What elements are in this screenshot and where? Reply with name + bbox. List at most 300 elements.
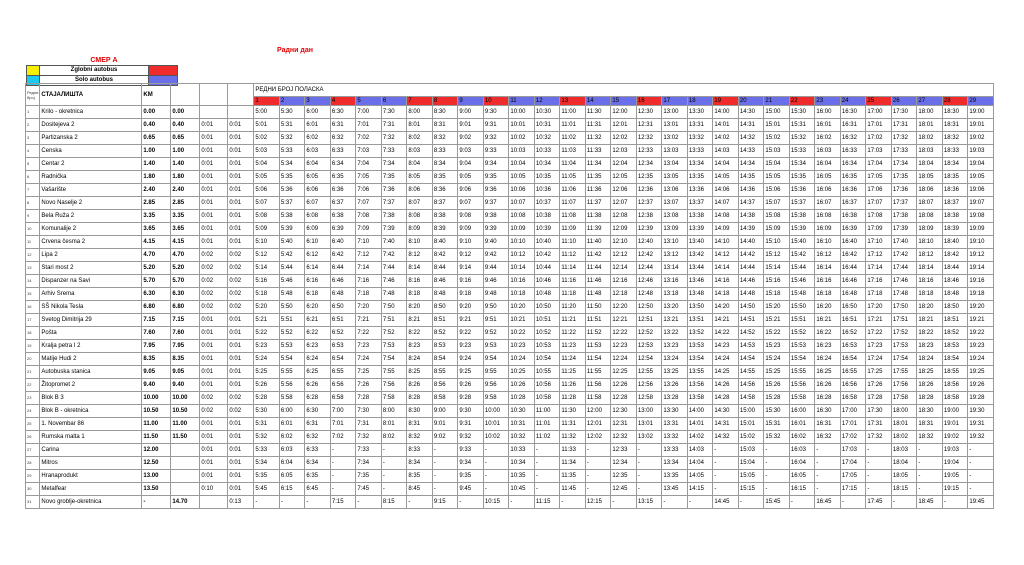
departure-time: 5:44 [279, 262, 305, 275]
stop-interval: 0:01 [200, 379, 228, 392]
departure-time: 6:01 [279, 418, 305, 431]
departure-time: 7:36 [381, 184, 407, 197]
stop-km-alt: 8.35 [171, 353, 200, 366]
departure-time: 17:04 [840, 457, 866, 470]
departure-time: - [381, 483, 407, 496]
departure-time: 18:16 [917, 275, 943, 288]
departure-time: 14:31 [738, 119, 764, 132]
stop-km: 0.65 [142, 132, 171, 145]
stop-name: Hranaprodukt [40, 470, 142, 483]
departure-time: 13:33 [662, 444, 688, 457]
stop-interval: 0:01 [200, 132, 228, 145]
departure-time: 12:55 [636, 366, 662, 379]
departure-time: 15:01 [764, 119, 790, 132]
departure-time: 6:37 [330, 197, 356, 210]
departure-time: 16:00 [789, 405, 815, 418]
departure-time: 13:23 [662, 340, 688, 353]
departure-time: 11:06 [560, 184, 586, 197]
departure-time: 9:24 [458, 353, 484, 366]
stop-number: 11 [26, 236, 40, 249]
trip-number-4: 4 [330, 97, 356, 106]
stop-interval-alt: 0:01 [228, 119, 254, 132]
departure-time: 15:39 [789, 223, 815, 236]
departure-time: 17:05 [840, 470, 866, 483]
departure-time: 12:33 [611, 444, 637, 457]
departure-time: 11:16 [560, 275, 586, 288]
departure-time: 14:22 [713, 327, 739, 340]
departure-time: 15:53 [789, 340, 815, 353]
stop-number: 1 [26, 106, 40, 119]
stop-interval: 0:10 [200, 483, 228, 496]
departure-time: 7:42 [381, 249, 407, 262]
departure-time: 8:32 [432, 132, 458, 145]
stop-name: Stari most 2 [40, 262, 142, 275]
trip-number-26: 26 [891, 97, 917, 106]
departure-time: 11:46 [585, 275, 611, 288]
departure-time: 12:22 [611, 327, 637, 340]
departure-time: 6:08 [305, 210, 331, 223]
departure-time: 5:39 [279, 223, 305, 236]
trip-number-13: 13 [560, 97, 586, 106]
departure-time: 15:02 [738, 431, 764, 444]
departure-time: 8:33 [432, 145, 458, 158]
departure-time: 8:31 [432, 119, 458, 132]
departure-time: 17:33 [891, 145, 917, 158]
departure-time: 18:28 [917, 392, 943, 405]
departure-time: 8:45 [407, 483, 433, 496]
departure-time: - [254, 496, 280, 509]
departure-time: 18:01 [917, 119, 943, 132]
departure-time: 17:02 [840, 431, 866, 444]
departure-time: 14:56 [738, 379, 764, 392]
departure-time: 18:30 [942, 106, 968, 119]
departure-time: 11:35 [560, 470, 586, 483]
departure-time: 7:30 [381, 106, 407, 119]
departure-time: 6:34 [305, 457, 331, 470]
departure-time: 6:28 [305, 392, 331, 405]
departure-time: - [534, 483, 560, 496]
departure-time: 8:38 [432, 210, 458, 223]
departure-time: 6:00 [305, 106, 331, 119]
stop-number: 7 [26, 184, 40, 197]
departure-time: 12:12 [611, 249, 637, 262]
legend-label-solo: Solo autobus [40, 76, 149, 86]
departure-time: 16:50 [840, 301, 866, 314]
stop-interval-alt: 0:02 [228, 262, 254, 275]
trip-number-19: 19 [713, 97, 739, 106]
table-row [26, 262, 994, 275]
stop-name: Komunalije 2 [40, 223, 142, 236]
departure-time: 12:15 [585, 496, 611, 509]
departure-time: 14:45 [713, 496, 739, 509]
departure-time: 19:26 [968, 379, 994, 392]
departure-time: 7:39 [381, 223, 407, 236]
header-trips-label: РЕДНИ БРОЈ ПОЛАСКА [254, 84, 994, 97]
departure-time: 18:01 [891, 418, 917, 431]
departure-time: 19:08 [968, 210, 994, 223]
stop-name: Vašarište [40, 184, 142, 197]
departure-time: 15:37 [789, 197, 815, 210]
departure-time: 8:08 [407, 210, 433, 223]
departure-time: 12:32 [611, 431, 637, 444]
departure-time: 6:42 [330, 249, 356, 262]
departure-time: 13:00 [662, 106, 688, 119]
stop-interval-alt: 0:02 [228, 249, 254, 262]
departure-time: 18:32 [942, 132, 968, 145]
stop-km-alt: 3.35 [171, 210, 200, 223]
departure-time: 11:34 [560, 457, 586, 470]
departure-time: 15:45 [764, 496, 790, 509]
departure-time: 6:33 [330, 145, 356, 158]
departure-time: 17:23 [866, 340, 892, 353]
departure-time: 5:53 [279, 340, 305, 353]
departure-time: 18:02 [917, 132, 943, 145]
departure-time: 17:10 [866, 236, 892, 249]
trip-number-23: 23 [815, 97, 841, 106]
stop-number: 29 [26, 470, 40, 483]
departure-time: 19:12 [968, 249, 994, 262]
stop-km-alt: 4.15 [171, 236, 200, 249]
table-row [26, 483, 994, 496]
departure-time: 18:36 [942, 184, 968, 197]
departure-time: 11:02 [534, 431, 560, 444]
departure-time: 17:09 [866, 223, 892, 236]
departure-time: 6:31 [330, 119, 356, 132]
departure-time: 6:09 [305, 223, 331, 236]
departure-time: 15:30 [764, 405, 790, 418]
departure-time: 6:50 [330, 301, 356, 314]
departure-time: 18:30 [917, 405, 943, 418]
departure-time: 14:02 [687, 431, 713, 444]
departure-time: 6:14 [305, 262, 331, 275]
stop-interval-alt: 0:01 [228, 470, 254, 483]
departure-time: 18:24 [917, 353, 943, 366]
departure-time: 8:42 [432, 249, 458, 262]
departure-time: 5:48 [279, 288, 305, 301]
departure-time: 9:09 [458, 223, 484, 236]
departure-time: 14:23 [713, 340, 739, 353]
stop-interval-alt: 0:01 [228, 132, 254, 145]
departure-time: 12:25 [611, 366, 637, 379]
departure-time: 11:01 [560, 119, 586, 132]
stop-interval [200, 106, 228, 119]
departure-time: 7:05 [356, 171, 382, 184]
departure-time: 8:39 [432, 223, 458, 236]
departure-time: 17:00 [840, 405, 866, 418]
stop-name: Bela Ruža 2 [40, 210, 142, 223]
departure-time: 8:32 [407, 431, 433, 444]
stop-number: 4 [26, 145, 40, 158]
departure-time: 13:22 [662, 327, 688, 340]
departure-time: 7:00 [330, 405, 356, 418]
departure-time: 5:34 [254, 457, 280, 470]
departure-time: 17:01 [840, 418, 866, 431]
stop-km: 10.50 [142, 405, 171, 418]
departure-time: 18:06 [917, 184, 943, 197]
departure-time: 12:24 [611, 353, 637, 366]
departure-time: 16:35 [840, 171, 866, 184]
departure-time: 17:30 [891, 106, 917, 119]
departure-time: - [483, 470, 509, 483]
departure-time: 5:56 [279, 379, 305, 392]
departure-time: 10:35 [509, 470, 535, 483]
departure-time: 13:04 [662, 158, 688, 171]
departure-time: - [585, 457, 611, 470]
departure-time: 18:09 [917, 223, 943, 236]
departure-time: 19:02 [942, 431, 968, 444]
departure-time: 12:10 [611, 236, 637, 249]
departure-time: 6:20 [305, 301, 331, 314]
departure-time: - [713, 444, 739, 457]
stop-interval: 0:01 [200, 444, 228, 457]
departure-time: 14:03 [687, 444, 713, 457]
departure-time: 6:03 [279, 444, 305, 457]
departure-time: 7:22 [356, 327, 382, 340]
stop-km-alt: 2.85 [171, 197, 200, 210]
departure-time: 18:56 [942, 379, 968, 392]
departure-time: 15:44 [789, 262, 815, 275]
departure-time: 19:06 [968, 184, 994, 197]
departure-time: - [509, 496, 535, 509]
stop-name: Blok B - okretnica [40, 405, 142, 418]
departure-time: 16:31 [840, 119, 866, 132]
stop-km: 9.05 [142, 366, 171, 379]
departure-time: 15:56 [789, 379, 815, 392]
departure-time: 11:32 [585, 132, 611, 145]
departure-time: 12:32 [636, 132, 662, 145]
departure-time: 16:02 [815, 132, 841, 145]
departure-time: 12:05 [611, 171, 637, 184]
stop-km: 1.40 [142, 158, 171, 171]
stop-interval: 0:01 [200, 366, 228, 379]
departure-time: 14:55 [738, 366, 764, 379]
departure-time: 6:55 [330, 366, 356, 379]
departure-time: 18:51 [942, 314, 968, 327]
departure-time: 19:31 [968, 418, 994, 431]
stop-interval: 0:02 [200, 405, 228, 418]
departure-time: 9:00 [432, 405, 458, 418]
departure-time: 8:09 [407, 223, 433, 236]
departure-time: 6:31 [305, 418, 331, 431]
departure-time: 11:04 [560, 158, 586, 171]
stop-name: Dositejeva 2 [40, 119, 142, 132]
stop-interval-alt: 0:01 [228, 483, 254, 496]
departure-time: - [636, 470, 662, 483]
trip-number-11: 11 [509, 97, 535, 106]
departure-time: 13:14 [662, 262, 688, 275]
legend-row-articulated [27, 66, 178, 76]
stop-number: 13 [26, 262, 40, 275]
stop-km-alt: 3.65 [171, 223, 200, 236]
departure-time: 18:52 [942, 327, 968, 340]
stop-km-alt: 11.50 [171, 431, 200, 444]
stop-name: Partizanska 2 [40, 132, 142, 145]
stop-number: 18 [26, 327, 40, 340]
departure-time: 9:46 [483, 275, 509, 288]
stop-interval: 0:02 [200, 392, 228, 405]
stop-km: 13.00 [142, 470, 171, 483]
stop-interval: 0:01 [200, 418, 228, 431]
departure-time: 7:06 [356, 184, 382, 197]
departure-time: - [432, 470, 458, 483]
departure-time: 7:30 [356, 405, 382, 418]
departure-time: 19:32 [968, 431, 994, 444]
departure-time: 16:01 [815, 119, 841, 132]
stop-interval-alt [228, 106, 254, 119]
departure-time: 19:18 [968, 288, 994, 301]
departure-time: 13:28 [662, 392, 688, 405]
trip-number-10: 10 [483, 97, 509, 106]
departure-time: 18:26 [917, 379, 943, 392]
stop-km: 12.00 [142, 444, 171, 457]
stop-km-alt: 6.80 [171, 301, 200, 314]
departure-time: 18:38 [942, 210, 968, 223]
departure-time: 14:30 [713, 405, 739, 418]
stop-km-alt: 10.00 [171, 392, 200, 405]
departure-time: 11:15 [534, 496, 560, 509]
departure-time: 11:20 [560, 301, 586, 314]
departure-time: 9:34 [458, 457, 484, 470]
departure-time: 10:31 [534, 119, 560, 132]
departure-time: 19:01 [968, 119, 994, 132]
departure-time: 18:00 [891, 405, 917, 418]
departure-time: 17:38 [891, 210, 917, 223]
departure-time: 19:28 [968, 392, 994, 405]
departure-time: 10:37 [534, 197, 560, 210]
stop-name: Krilo - okretnica [40, 106, 142, 119]
departure-time: 6:51 [330, 314, 356, 327]
departure-time: 12:45 [611, 483, 637, 496]
departure-time: 16:52 [840, 327, 866, 340]
departure-time: 13:48 [687, 288, 713, 301]
departure-time: 15:30 [789, 106, 815, 119]
departure-time: 19:09 [968, 223, 994, 236]
departure-time: 8:25 [407, 366, 433, 379]
departure-time: 12:36 [636, 184, 662, 197]
departure-time: - [764, 457, 790, 470]
stop-interval-alt: 0:01 [228, 353, 254, 366]
departure-time: 13:32 [687, 132, 713, 145]
departure-time: 17:54 [891, 353, 917, 366]
stop-km: 9.40 [142, 379, 171, 392]
departure-time: 8:14 [407, 262, 433, 275]
departure-time: 9:53 [483, 340, 509, 353]
departure-time: 16:21 [815, 314, 841, 327]
departure-time: 12:14 [611, 262, 637, 275]
departure-time: 5:34 [279, 158, 305, 171]
departure-time: 10:53 [534, 340, 560, 353]
departure-time: 16:18 [815, 288, 841, 301]
departure-time: 6:48 [330, 288, 356, 301]
departure-time: 14:04 [713, 158, 739, 171]
departure-time: 10:58 [534, 392, 560, 405]
departure-time: 8:30 [432, 106, 458, 119]
departure-time: 17:28 [866, 392, 892, 405]
departure-time: 7:20 [356, 301, 382, 314]
stop-name: Censka [40, 145, 142, 158]
departure-time: 11:24 [560, 353, 586, 366]
stop-number: 26 [26, 431, 40, 444]
departure-time: - [483, 457, 509, 470]
departure-time: 10:48 [534, 288, 560, 301]
departure-time: 9:54 [483, 353, 509, 366]
departure-time: 7:26 [356, 379, 382, 392]
departure-time: 6:32 [330, 132, 356, 145]
departure-time: 10:07 [509, 197, 535, 210]
departure-time: 9:10 [458, 236, 484, 249]
departure-time: 15:00 [738, 405, 764, 418]
departure-time: - [764, 470, 790, 483]
stop-km-alt: 1.80 [171, 171, 200, 184]
departure-time: 8:00 [407, 106, 433, 119]
departure-time: 9:32 [483, 132, 509, 145]
trip-number-18: 18 [687, 97, 713, 106]
departure-time: 14:44 [738, 262, 764, 275]
departure-time: 17:14 [866, 262, 892, 275]
departure-time: 5:30 [254, 405, 280, 418]
stop-km-alt [171, 470, 200, 483]
departure-time: - [815, 483, 841, 496]
stop-interval: 0:01 [200, 145, 228, 158]
trip-number-9: 9 [458, 97, 484, 106]
departure-time: 13:18 [662, 288, 688, 301]
stop-interval-alt: 0:02 [228, 301, 254, 314]
departure-time: 10:50 [534, 301, 560, 314]
stop-number: 3 [26, 132, 40, 145]
departure-time: 16:08 [815, 210, 841, 223]
departure-time: 13:39 [687, 223, 713, 236]
departure-time: 7:46 [381, 275, 407, 288]
departure-time: 8:33 [407, 444, 433, 457]
stop-number: 25 [26, 418, 40, 431]
departure-time: 16:30 [840, 106, 866, 119]
trip-number-24: 24 [840, 97, 866, 106]
departure-time: 14:01 [687, 418, 713, 431]
table-row [26, 223, 994, 236]
table-row [26, 470, 994, 483]
departure-time: 15:35 [789, 171, 815, 184]
departure-time: 9:52 [483, 327, 509, 340]
departure-time: 15:20 [764, 301, 790, 314]
departure-time: 13:16 [662, 275, 688, 288]
departure-time: 6:39 [330, 223, 356, 236]
departure-time: - [738, 496, 764, 509]
departure-time: 10:40 [534, 236, 560, 249]
departure-time: 16:56 [840, 379, 866, 392]
departure-time: 11:18 [560, 288, 586, 301]
departure-time: 12:48 [636, 288, 662, 301]
stop-km-alt: 1.00 [171, 145, 200, 158]
departure-time: 17:01 [866, 119, 892, 132]
departure-time: 19:21 [968, 314, 994, 327]
departure-time: 7:31 [381, 119, 407, 132]
departure-time: 5:55 [279, 366, 305, 379]
trip-number-28: 28 [942, 97, 968, 106]
departure-time: - [356, 496, 382, 509]
departure-time: 16:53 [840, 340, 866, 353]
departure-time: 18:05 [917, 171, 943, 184]
departure-time: 13:00 [636, 405, 662, 418]
departure-time: 15:33 [789, 145, 815, 158]
departure-time: 16:44 [840, 262, 866, 275]
departure-time: - [815, 470, 841, 483]
direction-label: СМЕР А [90, 57, 118, 64]
departure-time: 7:34 [381, 158, 407, 171]
stop-km: 1.00 [142, 145, 171, 158]
departure-time: 7:32 [381, 132, 407, 145]
departure-time: 18:21 [917, 314, 943, 327]
departure-time: 15:40 [789, 236, 815, 249]
